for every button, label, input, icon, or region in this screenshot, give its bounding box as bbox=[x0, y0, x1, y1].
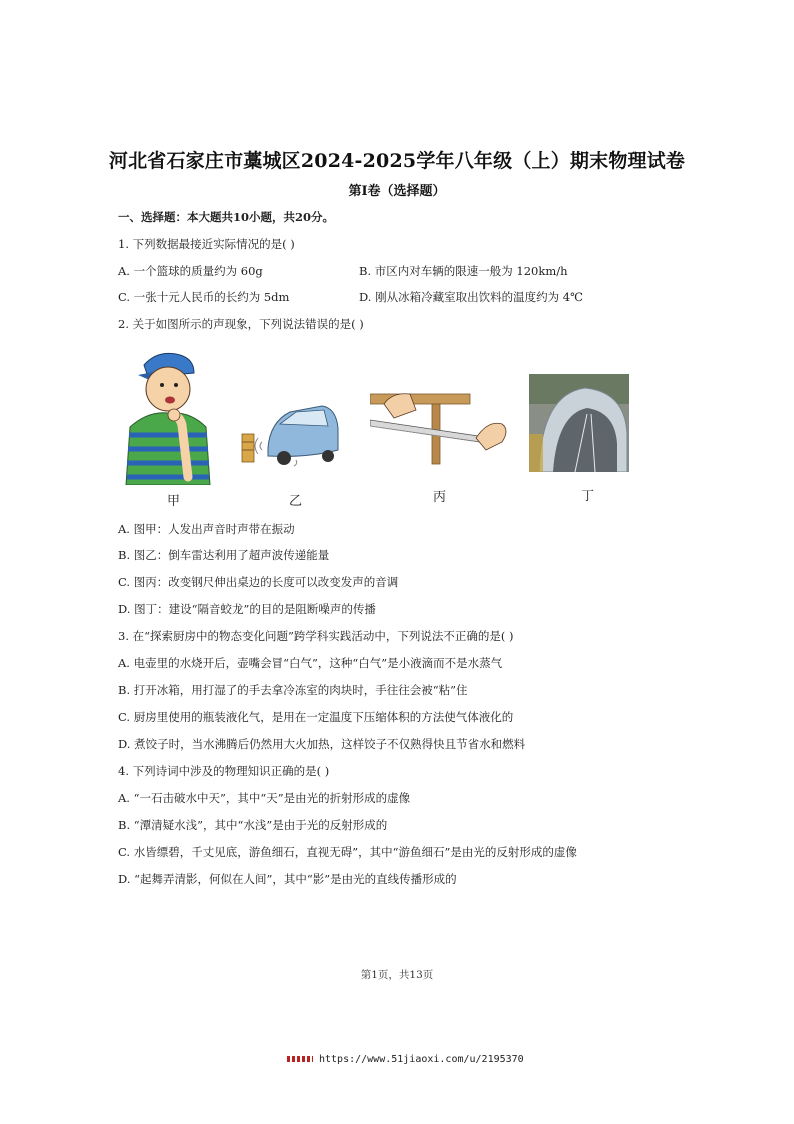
figure-yi-car-reversing-radar bbox=[238, 398, 342, 470]
q1-option-a: A. 一个篮球的质量约为 60g bbox=[118, 264, 263, 278]
q3-option-a: A. 电壶里的水烧开后，壶嘴会冒“白气”，这种“白气”是小液滴而不是水蒸气 bbox=[118, 656, 503, 670]
watermark-icon bbox=[287, 1056, 313, 1062]
q3-option-d: D. 煮饺子时，当水沸腾后仍然用大火加热，这样饺子不仅熟得快且节省水和燃料 bbox=[118, 737, 526, 751]
figure-ding-noise-barrier-tunnel bbox=[529, 374, 629, 472]
q2-option-d: D. 图丁：建设“隔音蛟龙”的目的是阻断噪声的传播 bbox=[118, 602, 376, 616]
exam-subtitle: 第I卷（选择题） bbox=[348, 184, 446, 199]
q2-option-b: B. 图乙：倒车雷达利用了超声波传递能量 bbox=[118, 548, 330, 562]
section-heading: 一、选择题：本大题共10小题，共20分。 bbox=[118, 210, 335, 224]
q3-option-c: C. 厨房里使用的瓶装液化气，是用在一定温度下压缩体积的方法使气体液化的 bbox=[118, 710, 514, 724]
figure-label-ding: 丁 bbox=[581, 489, 595, 504]
figure-bing-ruler-on-table bbox=[370, 390, 512, 470]
q2-option-a: A. 图甲：人发出声音时声带在振动 bbox=[118, 522, 295, 536]
q4-option-d: D. “起舞弄清影，何似在人间”，其中“影”是由光的直线传播形成的 bbox=[118, 872, 457, 886]
q4-option-c: C. 水皆缥碧，千丈见底，游鱼细石，直视无碍”，其中“游鱼细石”是由光的反射形成的虚像 bbox=[118, 845, 577, 859]
source-url[interactable] bbox=[287, 1054, 524, 1065]
q4-option-b: B. “潭清疑水浅”，其中“水浅”是由于光的反射形成的 bbox=[118, 818, 388, 832]
q2-option-c: C. 图丙：改变钢尺伸出桌边的长度可以改变发声的音调 bbox=[118, 575, 399, 589]
q1-option-c: C. 一张十元人民币的长约为 5dm bbox=[118, 290, 290, 304]
figure-jia-person-speaking bbox=[118, 345, 218, 485]
q3-stem: 3. 在“探索厨房中的物态变化问题”跨学科实践活动中，下列说法不正确的是( ) bbox=[118, 629, 514, 643]
q1-stem: 1. 下列数据最接近实际情况的是( ) bbox=[118, 237, 295, 251]
q4-option-a: A. “一石击破水中天”，其中“天”是由光的折射形成的虚像 bbox=[118, 791, 411, 805]
exam-title: 河北省石家庄市藁城区2024-2025学年八年级（上）期末物理试卷 bbox=[108, 150, 686, 172]
q1-option-b: B. 市区内对车辆的限速一般为 120km/h bbox=[359, 264, 568, 278]
q3-option-b: B. 打开冰箱，用打湿了的手去拿冷冻室的肉块时，手往往会被“粘”住 bbox=[118, 683, 468, 697]
source-url-text[interactable]: https://www.51jiaoxi.com/u/2195370 bbox=[319, 1054, 524, 1065]
figure-label-jia: 甲 bbox=[167, 494, 181, 509]
q1-option-d: D. 刚从冰箱冷藏室取出饮料的温度约为 4℃ bbox=[359, 290, 583, 304]
q2-stem: 2. 关于如图所示的声现象，下列说法错误的是( ) bbox=[118, 317, 364, 331]
figure-label-yi: 乙 bbox=[289, 494, 303, 509]
q4-stem: 4. 下列诗词中涉及的物理知识正确的是( ) bbox=[118, 764, 330, 778]
figure-label-bing: 丙 bbox=[433, 490, 447, 505]
page-footer: 第1页，共13页 bbox=[360, 969, 434, 981]
